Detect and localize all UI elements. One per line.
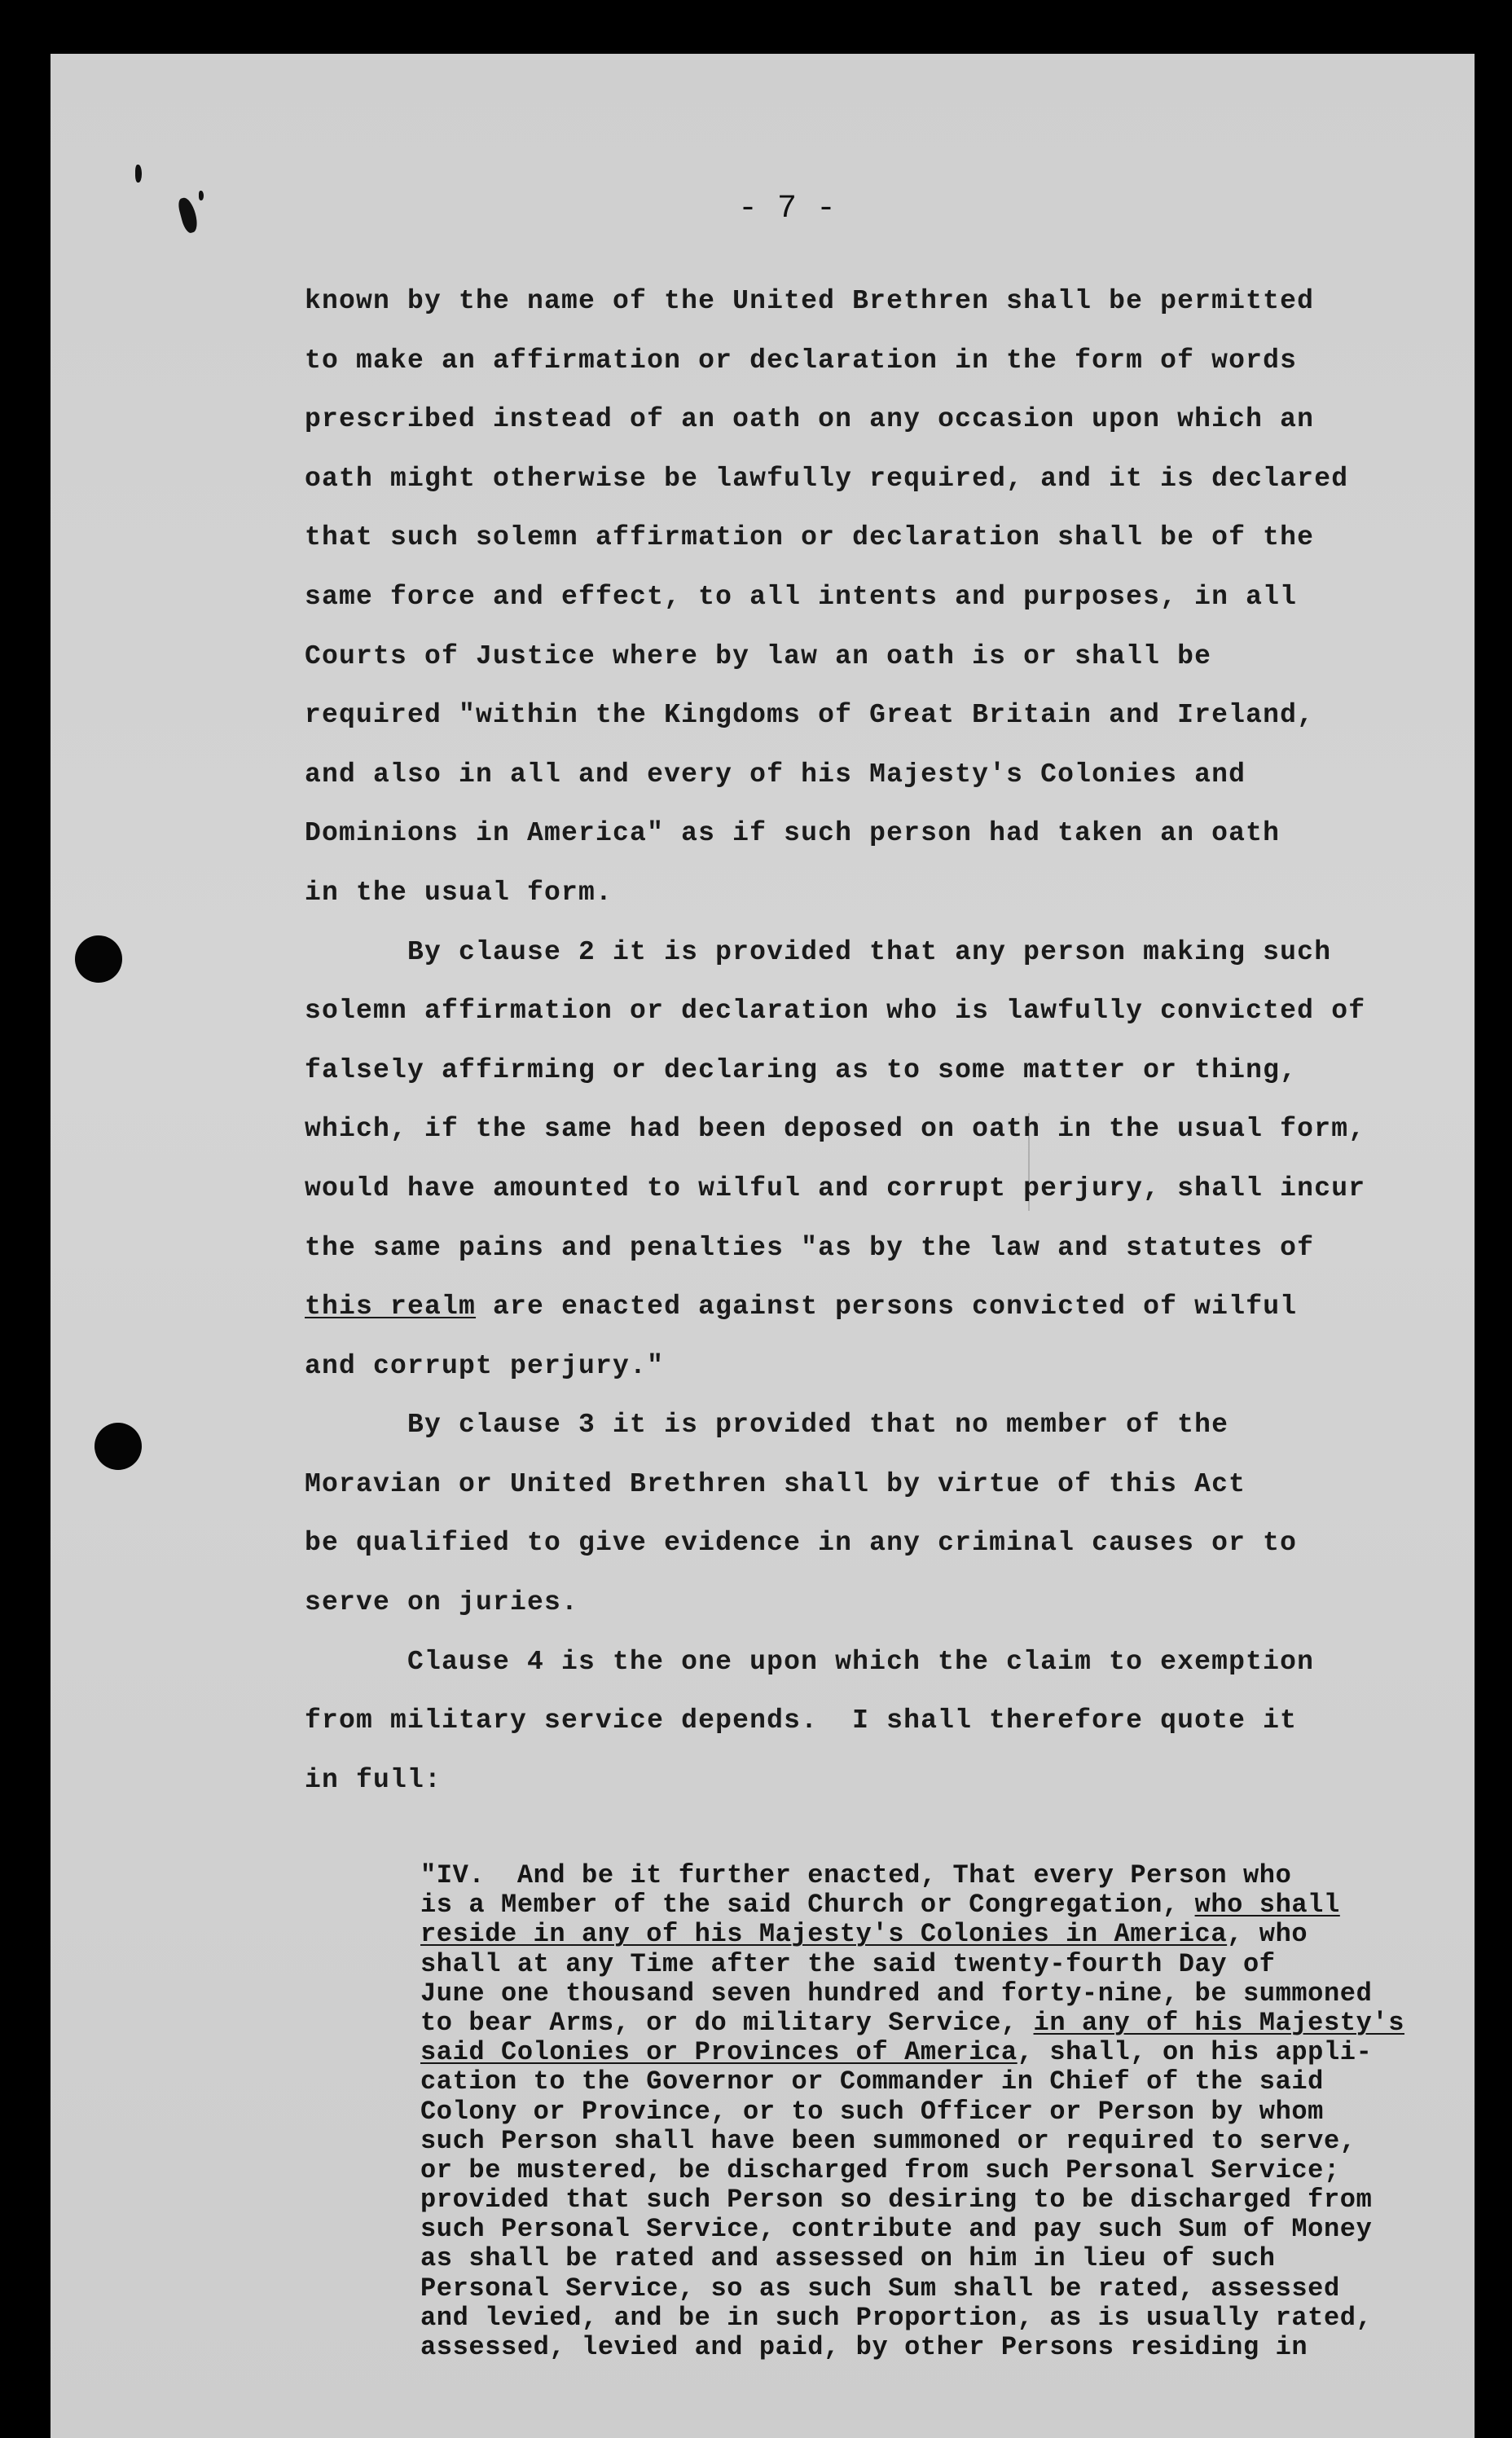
quote-line: as shall be rated and assessed on him in lieu of such — [420, 2243, 1276, 2274]
quote-line: or be mustered, be discharged from such Personal Service; — [420, 2154, 1340, 2185]
text-line: Moravian or United Brethren shall by virtue of this Act — [305, 1468, 1246, 1499]
text-line: Dominions in America" as if such person had taken an oath — [305, 818, 1281, 849]
ink-blot — [135, 165, 142, 183]
underlined-phrase: this realm — [305, 1292, 477, 1322]
underlined-phrase: said Colonies or Provinces of America — [420, 2037, 1018, 2068]
text-segment: are enacted against persons convicted of wilful — [476, 1292, 1298, 1322]
text-line: serve on juries. — [305, 1587, 579, 1618]
statute-quotation — [420, 1861, 1479, 2362]
text-line: By clause 3 it is provided that no member of the — [305, 1410, 1229, 1441]
underlined-phrase: who shall — [1194, 1890, 1340, 1921]
underlined-phrase: reside in any of his Majesty's Colonies in America — [420, 1919, 1228, 1950]
quote-line: assessed, levied and paid, by other Persons residing in — [420, 2332, 1308, 2362]
quote-line — [420, 1920, 1479, 1949]
text-line: from military service depends. I shall therefore quote it — [305, 1705, 1298, 1736]
text-line: in full: — [305, 1764, 442, 1795]
text-line: same force and effect, to all intents and purposes, in all — [305, 581, 1298, 612]
text-line: that such solemn affirmation or declaration shall be of the — [305, 522, 1315, 553]
text-line: the same pains and penalties "as by the law and statutes of — [305, 1232, 1315, 1263]
text-line: falsely affirming or declaring as to some matter or thing, — [305, 1054, 1298, 1085]
punch-hole-top — [75, 935, 122, 983]
underlined-phrase: in any of his Majesty's — [1033, 2007, 1405, 2038]
text-line: to make an affirmation or declaration in the form of words — [305, 345, 1298, 376]
text-line: required "within the Kingdoms of Great Britain and Ireland, — [305, 700, 1315, 731]
quote-line: "IV. And be it further enacted, That every Person who — [420, 1860, 1292, 1890]
text-line — [305, 1278, 1478, 1337]
text-line: and also in all and every of his Majesty's Colonies and — [305, 759, 1246, 790]
quote-line: June one thousand seven hundred and forty-nine, be summoned — [420, 1978, 1373, 2009]
quote-line — [420, 2009, 1479, 2038]
text-line: oath might otherwise be lawfully required, and it is declared — [305, 463, 1349, 494]
quote-line: Personal Service, so as such Sum shall be rated, assessed — [420, 2273, 1340, 2304]
punch-hole-bottom — [94, 1423, 142, 1470]
text-segment: , who — [1227, 1919, 1308, 1950]
text-line: and corrupt perjury." — [305, 1350, 665, 1381]
page-number: - 7 - — [737, 191, 837, 227]
text-segment: is a Member of the said Church or Congregation, — [420, 1890, 1195, 1921]
text-line: By clause 2 it is provided that any person making such — [305, 936, 1332, 967]
quote-line — [420, 2038, 1479, 2067]
document-page — [51, 54, 1475, 2438]
text-line: Courts of Justice where by law an oath is or shall be — [305, 640, 1212, 671]
text-line: prescribed instead of an oath on any occasion upon which an — [305, 404, 1315, 435]
text-line: Clause 4 is the one upon which the claim to exemption — [305, 1646, 1315, 1677]
quote-line: Colony or Province, or to such Officer or Person by whom — [420, 2096, 1324, 2127]
text-segment: to bear Arms, or do military Service, — [420, 2007, 1034, 2038]
quote-line: such Personal Service, contribute and pay such Sum of Money — [420, 2214, 1373, 2245]
text-line: solemn affirmation or declaration who is lawfully convicted of — [305, 996, 1366, 1027]
text-line: known by the name of the United Brethren shall be permitted — [305, 286, 1315, 316]
quote-line: cation to the Governor or Commander in Chief of the said — [420, 2066, 1324, 2097]
text-line: would have amounted to wilful and corrupt perjury, shall incur — [305, 1173, 1366, 1204]
quote-line: and levied, and be in such Proportion, as is usually rated, — [420, 2302, 1373, 2333]
text-line: which, if the same had been deposed on oath in the usual form, — [305, 1114, 1366, 1145]
text-segment: , shall, on his appli- — [1017, 2037, 1373, 2068]
quote-line — [420, 1890, 1479, 1920]
text-line: be qualified to give evidence in any criminal causes or to — [305, 1528, 1298, 1559]
quote-line: such Person shall have been summoned or required to serve, — [420, 2125, 1356, 2156]
quote-line: shall at any Time after the said twenty-fourth Day of — [420, 1948, 1276, 1979]
body-paragraphs — [305, 272, 1478, 1810]
text-line: in the usual form. — [305, 877, 613, 908]
quote-line: provided that such Person so desiring to be discharged from — [420, 2185, 1373, 2216]
